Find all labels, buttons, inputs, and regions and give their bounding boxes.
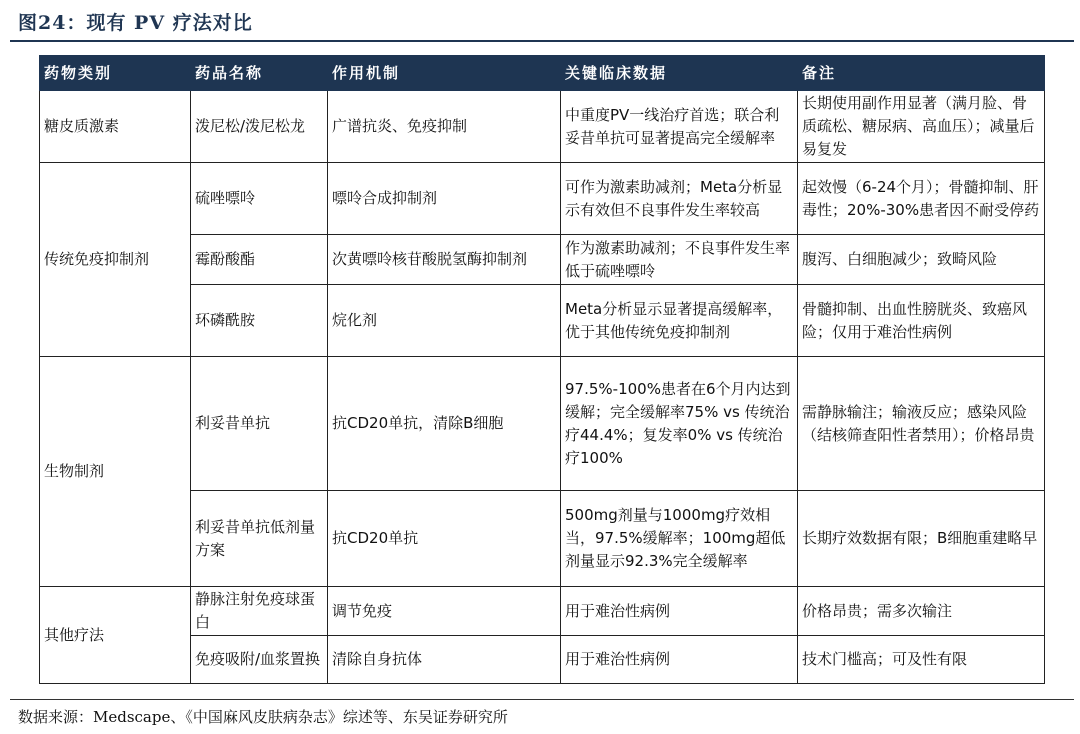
category-cell: 糖皮质激素 [40,91,191,163]
drug-cell: 静脉注射免疫球蛋白 [191,587,328,636]
table-row [40,587,1045,636]
title-divider [10,40,1074,42]
clinical-cell: 用于难治性病例 [561,636,798,684]
mechanism-cell: 抗CD20单抗，清除B细胞 [328,357,561,491]
drug-cell: 免疫吸附/血浆置换 [191,636,328,684]
clinical-cell: 500mg剂量与1000mg疗效相当，97.5%缓解率；100mg超低剂量显示92.3%完全缓解率 [561,491,798,587]
clinical-cell: 可作为激素助减剂；Meta分析显示有效但不良事件发生率较高 [561,163,798,235]
table-row [40,491,1045,587]
notes-cell: 长期疗效数据有限；B细胞重建略早 [798,491,1045,587]
figure-title: 图24：现有 PV 疗法对比 [18,12,253,34]
mechanism-cell: 烷化剂 [328,285,561,357]
table-row [40,235,1045,285]
therapy-comparison-table [39,55,1045,684]
notes-cell: 需静脉输注；输液反应；感染风险（结核筛查阳性者禁用）；价格昂贵 [798,357,1045,491]
drug-cell: 利妥昔单抗 [191,357,328,491]
drug-cell: 利妥昔单抗低剂量方案 [191,491,328,587]
table-row [40,357,1045,491]
source-note: 数据来源：Medscape、《中国麻风皮肤病杂志》综述等、东吴证券研究所 [18,708,508,726]
header-notes: 备注 [798,56,1045,91]
table-row [40,91,1045,163]
mechanism-cell: 抗CD20单抗 [328,491,561,587]
clinical-cell: 中重度PV一线治疗首选；联合利妥昔单抗可显著提高完全缓解率 [561,91,798,163]
table-row [40,163,1045,235]
drug-cell: 环磷酰胺 [191,285,328,357]
table-header-row [40,56,1045,91]
table-row [40,285,1045,357]
clinical-cell: Meta分析显示显著提高缓解率，优于其他传统免疫抑制剂 [561,285,798,357]
header-clinical-data: 关键临床数据 [561,56,798,91]
category-cell: 生物制剂 [40,357,191,587]
clinical-cell: 用于难治性病例 [561,587,798,636]
mechanism-cell: 嘌呤合成抑制剂 [328,163,561,235]
notes-cell: 长期使用副作用显著（满月脸、骨质疏松、糖尿病、高血压）；减量后易复发 [798,91,1045,163]
clinical-cell: 97.5%-100%患者在6个月内达到缓解；完全缓解率75% vs 传统治疗44.4%；复发率0% vs 传统治疗100% [561,357,798,491]
header-drug-name: 药品名称 [191,56,328,91]
notes-cell: 腹泻、白细胞减少；致畸风险 [798,235,1045,285]
mechanism-cell: 清除自身抗体 [328,636,561,684]
notes-cell: 价格昂贵；需多次输注 [798,587,1045,636]
header-mechanism: 作用机制 [328,56,561,91]
notes-cell: 骨髓抑制、出血性膀胱炎、致癌风险；仅用于难治性病例 [798,285,1045,357]
category-cell: 其他疗法 [40,587,191,684]
notes-cell: 起效慢（6-24个月）；骨髓抑制、肝毒性；20%-30%患者因不耐受停药 [798,163,1045,235]
source-divider [10,699,1074,700]
notes-cell: 技术门槛高；可及性有限 [798,636,1045,684]
mechanism-cell: 广谱抗炎、免疫抑制 [328,91,561,163]
mechanism-cell: 调节免疫 [328,587,561,636]
drug-cell: 霉酚酸酯 [191,235,328,285]
category-cell: 传统免疫抑制剂 [40,163,191,357]
mechanism-cell: 次黄嘌呤核苷酸脱氢酶抑制剂 [328,235,561,285]
drug-cell: 泼尼松/泼尼松龙 [191,91,328,163]
table-row [40,636,1045,684]
clinical-cell: 作为激素助减剂；不良事件发生率低于硫唑嘌呤 [561,235,798,285]
drug-cell: 硫唑嘌呤 [191,163,328,235]
header-drug-class: 药物类别 [40,56,191,91]
